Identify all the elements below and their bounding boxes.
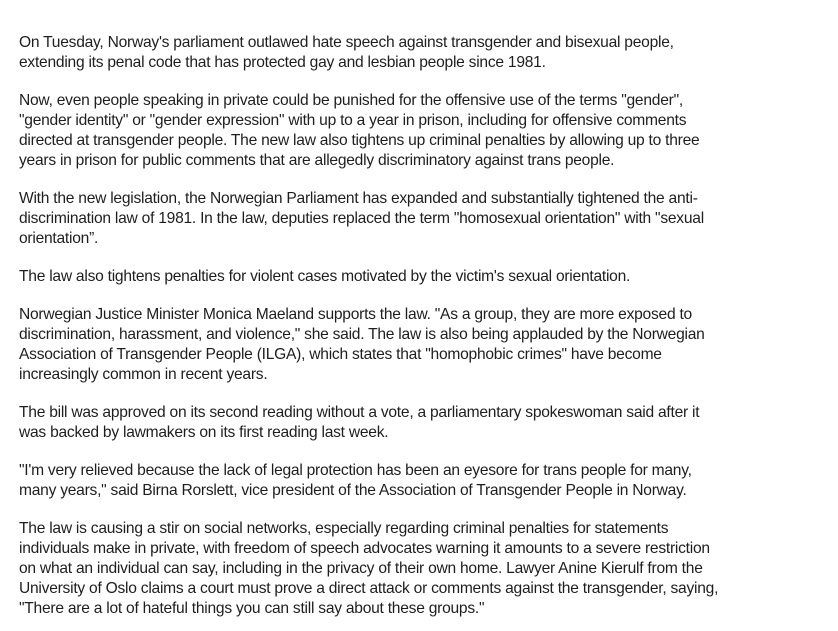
- article-paragraph: Now, even people speaking in private could be punished for the offensive use of the terms "gender", "gender identity" or "gender expression" with up to a year in prison, including for offensive comments directed at transgender people. The new law also tightens up criminal penalties by allowing up to three years in prison for public comments that are allegedly discriminatory against trans people.: [19, 92, 700, 169]
- article-paragraph: On Tuesday, Norway's parliament outlawed hate speech against transgender and bisexual people, extending its penal code that has protected gay and lesbian people since 1981.: [19, 34, 674, 71]
- article-paragraph: The bill was approved on its second reading without a vote, a parliamentary spokeswoman said after it was backed by lawmakers on its first reading last week.: [19, 404, 700, 441]
- article-paragraph: "I'm very relieved because the lack of legal protection has been an eyesore for trans people for many, many years," said Birna Rorslett, vice president of the Association of Transgender People in Norway.: [19, 462, 692, 499]
- article-paragraph: Norwegian Justice Minister Monica Maeland supports the law. "As a group, they are more exposed to discrimination, harassment, and violence," she said. The law is also being applauded by the Norwegian Association of Transgender People (ILGA), which states that "homophobic crimes" have become increasingly common in recent years.: [19, 306, 705, 383]
- article-paragraph: With the new legislation, the Norwegian Parliament has expanded and substantially tightened the anti- discrimination law of 1981. In the law, deputies replaced the term "homosexual orientation" with "sexual orientation”.: [19, 190, 704, 247]
- article-paragraph: The law is causing a stir on social networks, especially regarding criminal penalties for statements individuals make in private, with freedom of speech advocates warning it amounts to a severe restriction on what an individual can say, including in the privacy of their own home. Lawyer Anine Kierulf from the University of Oslo claims a court must prove a direct attack or comments against the transgender, saying, "There are a lot of hateful things you can still say about these groups.": [19, 520, 719, 617]
- article-paragraph: The law also tightens penalties for violent cases motivated by the victim's sexual orientation.: [19, 268, 631, 285]
